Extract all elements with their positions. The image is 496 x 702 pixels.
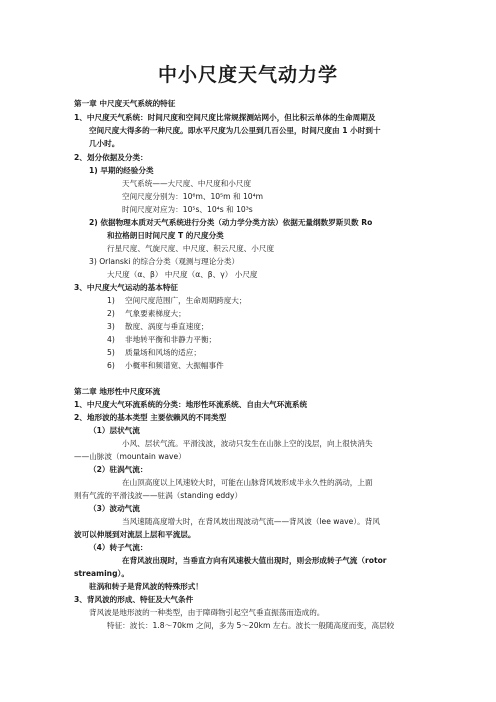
note-line: 驻涡和转子是背风波的特殊形式！ <box>89 582 203 591</box>
list-item: （1）层状气流 <box>89 426 140 435</box>
paragraph-line: 1、中尺度大气环流系统的分类：地形性环流系统、自由大气环流系统 <box>74 400 308 409</box>
list-item-number: 3) <box>107 322 115 331</box>
list-item: （4）转子气流： <box>89 543 148 552</box>
paragraph-line: 当风速随高度增大时，在背风坡出现波动气流——背风波（lee wave）。背风 <box>122 517 380 526</box>
paragraph-line: 空间尺度大得多的一种尺度。即水平尺度为几公里到几百公里，时间尺度由 1 小时到十 <box>89 126 381 135</box>
paragraph-line: 则有气流的平滑浅波——驻涡（standing eddy） <box>74 491 243 500</box>
list-item-number: 2) <box>107 309 115 318</box>
paragraph-line: 空间尺度分别为：10⁶m、10⁵m 和 10⁴m <box>122 192 264 201</box>
list-item-number: 4) <box>107 335 115 344</box>
list-item: 3) Orlanski 的综合分类（观测与理论分类） <box>89 257 240 266</box>
chapter-1-heading: 第一章 中尺度天气系统的特征 <box>74 99 176 108</box>
paragraph-line: streaming）。 <box>74 569 129 578</box>
paragraph-line: 几小时。 <box>89 139 120 148</box>
paragraph-line: 波可以伸展到对流层上层和平流层。 <box>74 530 196 539</box>
list-item: 气象要素梯度大； <box>125 309 186 318</box>
list-item-number: 5) <box>107 348 115 357</box>
list-item: （2）驻涡气流： <box>89 465 148 474</box>
list-item: 小概率和频谱宽、大振幅事件 <box>125 361 224 370</box>
paragraph-line: ——山脉波（mountain wave） <box>74 452 186 461</box>
paragraph-line: 在山顶高度以上风速较大时，可能在山脉背风坡形成半永久性的涡动，上面 <box>122 478 373 487</box>
list-item: 空间尺度范围广，生命周期跨度大； <box>125 296 247 305</box>
paragraph-line: 特征：波长：1.8～70km 之间，多为 5～20km 左右。波长一般随高度而变，高层较 <box>107 621 395 630</box>
paragraph-line: 2、地形波的基本类型 主要依赖风的不同类型 <box>74 413 227 422</box>
paragraph-line: 大尺度（α、β） 中尺度（α、β、γ） 小尺度 <box>107 270 258 279</box>
paragraph-line: 2、划分依据及分类： <box>74 153 148 162</box>
paragraph-line: 1、中尺度天气系统：时间尺度和空间尺度比常规探测站网小，但比积云单体的生命周期及 <box>74 113 376 122</box>
paragraph-line: 背风波是地形波的一种类型，由于障碍物引起空气垂直振荡而造成的。 <box>89 608 325 617</box>
paragraph-line: 和拉格朗日时间尺度 T 的尺度分类 <box>107 231 224 240</box>
list-item-number: 1) <box>107 296 115 305</box>
list-item: （3）波动气流 <box>89 504 140 513</box>
list-item: 非地转平衡和非静力平衡； <box>125 335 217 344</box>
paragraph-line: 行星尺度、气旋尺度、中尺度、积云尺度、小尺度 <box>107 244 275 253</box>
paragraph-line: 3、中尺度大气运动的基本特征 <box>74 283 179 292</box>
paragraph-line: 3、背风波的形成、特征及大气条件 <box>74 595 194 604</box>
paragraph-line: 小风、层状气流。平滑浅波，波动只发生在山脉上空的浅层，向上很快消失 <box>122 439 373 448</box>
chapter-2-heading: 第二章 地形性中尺度环流 <box>74 387 161 396</box>
paragraph-line: 时间尺度对应为：10⁵s、10⁴s 和 10³s <box>122 205 253 214</box>
list-item: 2) 依据物理本质对天气系统进行分类（动力学分类方法）依据无量纲数罗斯贝数 Ro <box>89 218 373 227</box>
paragraph-line: 天气系统——大尺度、中尺度和小尺度 <box>122 179 252 188</box>
list-item: 散度、涡度与垂直速度； <box>125 322 209 331</box>
document-title: 中小尺度天气动力学 <box>157 64 338 86</box>
list-item: 1) 早期的经验分类 <box>89 166 154 175</box>
paragraph-line: 在背风波出现时，当垂直方向有风速极大值出现时，则会形成转子气流（rotor <box>122 556 387 565</box>
list-item-number: 6) <box>107 361 115 370</box>
list-item: 质量场和风场的适应； <box>125 348 201 357</box>
